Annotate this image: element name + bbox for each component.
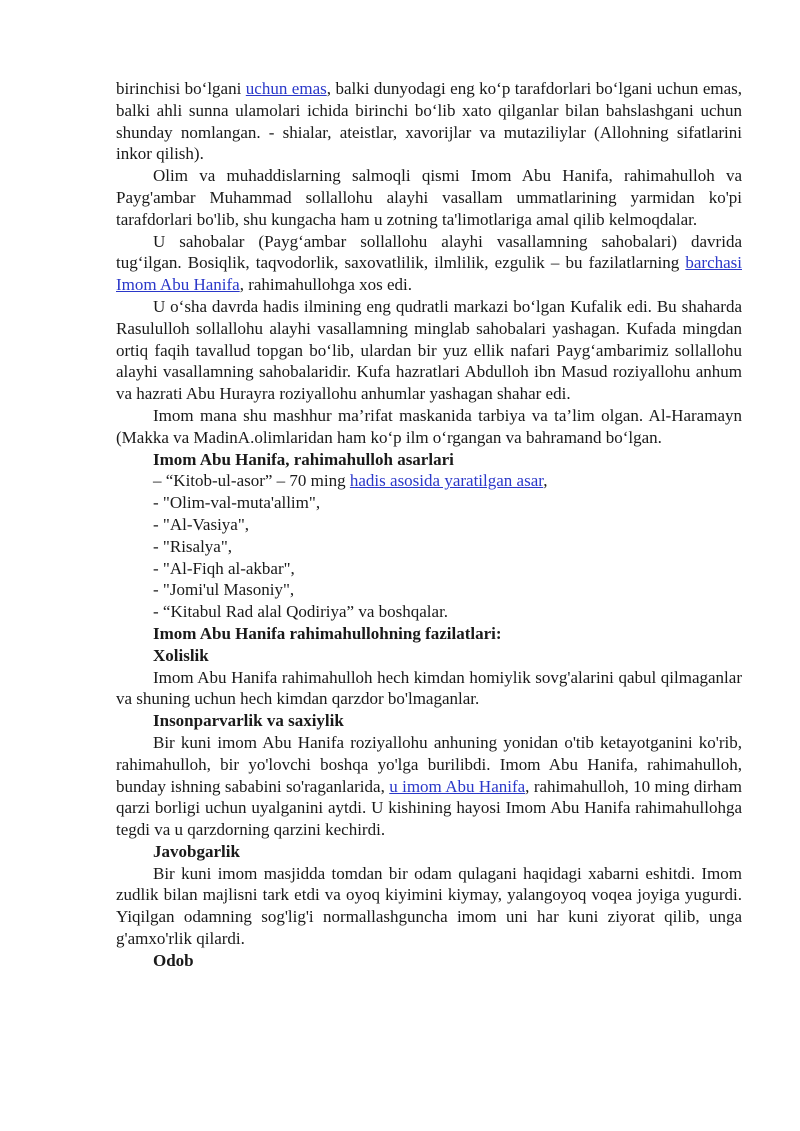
paragraph-4: U o‘sha davrda hadis ilmining eng qudratli markazi bo‘lgan Kufalik edi. Bu shaharda Rasululloh sollallohu alayhi vasallamning minglab sahobalari yashagan. Kufada mingdan ortiq faqih tavallud topgan bo‘lib, ulardan bir yuz ellik nafari Payg‘ambarimiz sollallohu alayhi vasallamning sahobalaridir. Kufa hazratlari Abdulloh ibn Masud roziyallohu anhum va hazrati Abu Hurayra roziyallohu anhumlar yashagan shahar edi. xyxy=(116,296,742,404)
p7-text-a: Bir kuni imom Abu Hanifa roziyallohu anhuning yonidan o'tib ketayotganini ko'rib, rahimahulloh, bir yo'lovchi boshqa yo'lga burilibdi. Imom Abu Hanifa, rahimahulloh, bunday ishning sababini so'raganlarida, xyxy=(116,732,742,796)
link-uchun-emas[interactable]: uchun emas xyxy=(245,79,327,98)
paragraph-2: Olim va muhaddislarning salmoqli qismi Imom Abu Hanifa, rahimahulloh va Payg'ambar Muhammad sollallohu alayhi vasallam ummatlarining yarmidan ko'pi tarafdorlari bo'lib, shu kungacha ham u zotning ta'limotlariga amal qilib kelmoqdalar. xyxy=(116,166,742,229)
heading-insonparvarlik: Insonparvarlik va saxiylik xyxy=(153,711,344,731)
works-item: - “Kitabul Rad alal Qodiriya” va boshqalar. xyxy=(153,602,449,622)
works-item: - "Risalya", xyxy=(153,536,233,556)
works-item: - "Jomi'ul Masoniy", xyxy=(153,580,295,600)
paragraph-insonparvarlik xyxy=(116,732,742,841)
link-hadis-asosida[interactable]: hadis asosida yaratilgan asar xyxy=(349,471,544,491)
works-item-kitob-ul-asor xyxy=(116,470,742,492)
p1-text-b: , balki dunyodagi eng ko‘p tarafdorlari bo‘lgani uchun emas, balki ahli sunna ulamolari ichida birinchi bo‘lib xato qilganlar bilan bahslashgani uchun shunday nomlangan. - shialar, ateistlar, xavorijlar va mutaziliylar (Allohning sifatlarini inkor qilish). xyxy=(116,79,742,164)
document-page xyxy=(116,78,742,972)
p7-text-b: , rahimahulloh, 10 ming dirham qarzi borligi uchun uyalganini aytdi. U kishining hayosi Imom Abu Hanifa rahimahullohga tegdi va u qarzdorning qarzini kechirdi. xyxy=(116,776,742,840)
p3-text-b: , rahimahullohga xos edi. xyxy=(239,275,413,295)
paragraph-1 xyxy=(116,78,742,165)
paragraph-xolislik: Imom Abu Hanifa rahimahulloh hech kimdan homiylik sovg'alarini qabul qilmaganlar va shuning uchun hech kimdan qarzdor bo'lmaganlar. xyxy=(116,667,742,709)
heading-xolislik: Xolislik xyxy=(153,645,209,665)
link-u-imom-abu-hanifa[interactable]: u imom Abu Hanifa xyxy=(389,776,526,796)
link-barchasi-imom-abu-hanifa[interactable]: barchasi Imom Abu Hanifa xyxy=(116,253,742,295)
heading-fazilatlari: Imom Abu Hanifa rahimahullohning fazilatlari: xyxy=(153,623,502,643)
p1-text-a: birinchisi bo‘lgani xyxy=(116,79,246,98)
works-item: - "Olim-val-muta'allim", xyxy=(153,493,321,513)
paragraph-5: Imom mana shu mashhur ma’rifat maskanida tarbiya va ta’lim olgan. Al-Haramayn (Makka va MadinA.olimlaridan ham ko‘p ilm o‘rgangan va bahramand bo‘lgan. xyxy=(116,405,742,447)
works-first-text-a: – “Kitob-ul-asor” – 70 ming xyxy=(153,471,350,491)
paragraph-3 xyxy=(116,231,742,296)
heading-javobgarlik: Javobgarlik xyxy=(153,841,240,861)
works-item: - "Al-Vasiya", xyxy=(153,514,250,534)
works-first-text-b: , xyxy=(543,471,548,491)
heading-asarlari: Imom Abu Hanifa, rahimahulloh asarlari xyxy=(153,449,454,469)
p3-text-a: U sahobalar (Payg‘ambar sollallohu alayhi vasallamning sahobalari) davrida tug‘ilgan. Bosiqlik, taqvodorlik, saxovatlilik, ilmlilik, ezgulik – bu fazilatlarning xyxy=(116,231,742,273)
paragraph-javobgarlik: Bir kuni imom masjidda tomdan bir odam qulagani haqidagi xabarni eshitdi. Imom zudlik bilan majlisni tark etdi va oyoq kiyimini kiymay, yalangoyoq voqea joyiga yugurdi. Yiqilgan odamning sog'lig'i normallashguncha imom uni har kuni ziyorat qilib, unga g'amxo'rlik qilardi. xyxy=(116,863,742,949)
heading-odob: Odob xyxy=(153,950,194,970)
works-item: - "Al-Fiqh al-akbar", xyxy=(153,558,295,578)
